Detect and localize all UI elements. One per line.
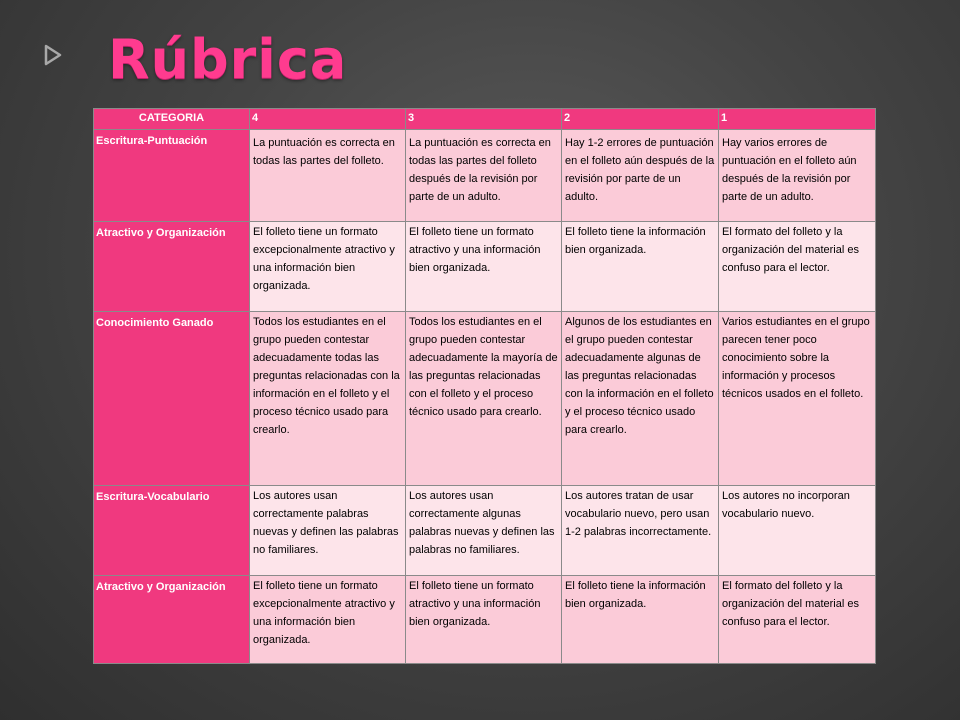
- row-category: Escritura-Vocabulario: [94, 486, 250, 576]
- row-category: Escritura-Puntuación: [94, 130, 250, 222]
- row-category: Conocimiento Ganado: [94, 312, 250, 486]
- table-header-row: [94, 109, 876, 130]
- cell-score-3: El folleto tiene un formato atractivo y una información bien organizada.: [406, 222, 562, 312]
- cell-score-2: Algunos de los estudiantes en el grupo pueden contestar adecuadamente algunas de las preguntas relacionadas con la información en el folleto y el proceso técnico usado para crearlo.: [562, 312, 719, 486]
- header-score-1: 1: [719, 109, 876, 130]
- cell-score-1: Varios estudiantes en el grupo parecen tener poco conocimiento sobre la información y procesos técnicos usados en el folleto.: [719, 312, 876, 486]
- cell-score-4: El folleto tiene un formato excepcionalmente atractivo y una información bien organizada.: [250, 576, 406, 664]
- cell-score-2: El folleto tiene la información bien organizada.: [562, 222, 719, 312]
- table-row: [94, 222, 876, 312]
- cell-score-1: Hay varios errores de puntuación en el folleto aún después de la revisión por parte de un adulto.: [719, 130, 876, 222]
- cell-score-3: El folleto tiene un formato atractivo y una información bien organizada.: [406, 576, 562, 664]
- cell-score-1: Los autores no incorporan vocabulario nuevo.: [719, 486, 876, 576]
- slide-title: Rúbrica: [108, 28, 348, 91]
- table-row: [94, 130, 876, 222]
- table-row: [94, 312, 876, 486]
- cell-score-2: El folleto tiene la información bien organizada.: [562, 576, 719, 664]
- cell-score-2: Hay 1-2 errores de puntuación en el folleto aún después de la revisión por parte de un adulto.: [562, 130, 719, 222]
- cell-score-2: Los autores tratan de usar vocabulario nuevo, pero usan 1-2 palabras incorrectamente.: [562, 486, 719, 576]
- header-score-2: 2: [562, 109, 719, 130]
- table-row: [94, 486, 876, 576]
- row-category: Atractivo y Organización: [94, 576, 250, 664]
- cell-score-4: El folleto tiene un formato excepcionalmente atractivo y una información bien organizada.: [250, 222, 406, 312]
- cell-score-1: El formato del folleto y la organización del material es confuso para el lector.: [719, 576, 876, 664]
- header-categoria: CATEGORIA: [94, 109, 250, 130]
- row-category: Atractivo y Organización: [94, 222, 250, 312]
- cell-score-4: La puntuación es correcta en todas las partes del folleto.: [250, 130, 406, 222]
- table-row: [94, 576, 876, 664]
- cell-score-4: Todos los estudiantes en el grupo pueden contestar adecuadamente todas las preguntas relacionadas con la información en el folleto y el proceso técnico usado para crearlo.: [250, 312, 406, 486]
- cell-score-3: La puntuación es correcta en todas las partes del folleto después de la revisión por parte de un adulto.: [406, 130, 562, 222]
- header-score-4: 4: [250, 109, 406, 130]
- rubric-table: [93, 108, 876, 664]
- cell-score-3: Todos los estudiantes en el grupo pueden contestar adecuadamente la mayoría de las preguntas relacionadas con el folleto y el proceso técnico usado para crearlo.: [406, 312, 562, 486]
- cell-score-1: El formato del folleto y la organización del material es confuso para el lector.: [719, 222, 876, 312]
- cell-score-4: Los autores usan correctamente palabras nuevas y definen las palabras no familiares.: [250, 486, 406, 576]
- arrow-right-icon: [42, 44, 64, 66]
- cell-score-3: Los autores usan correctamente algunas palabras nuevas y definen las palabras no familiares.: [406, 486, 562, 576]
- header-score-3: 3: [406, 109, 562, 130]
